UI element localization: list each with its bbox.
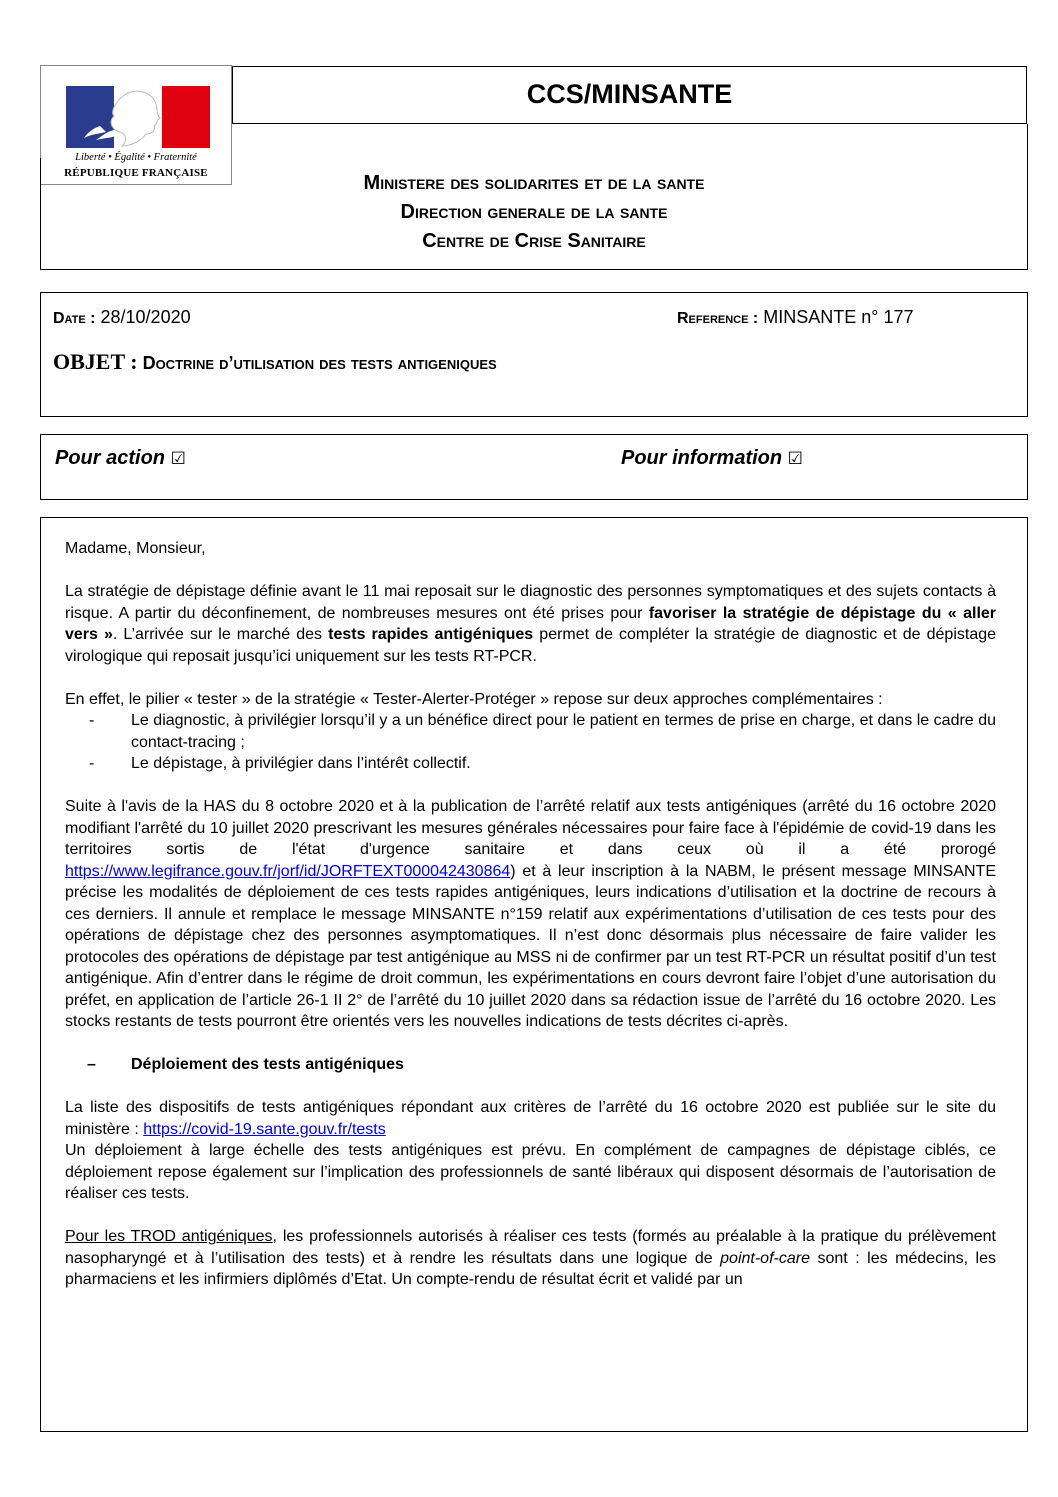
title-box	[232, 66, 1027, 124]
objet-label: OBJET :	[53, 349, 138, 374]
list-item	[65, 710, 996, 753]
list-item-text: Le dépistage, à privilégier dans l’intérêt collectif.	[131, 755, 471, 772]
section-heading-text: Déploiement des tests antigéniques	[131, 1056, 404, 1073]
pour-action-label: Pour action	[55, 447, 166, 469]
checkbox-checked-icon: ☑	[170, 449, 186, 468]
ministry-tests-link[interactable]: https://covid-19.sante.gouv.fr/tests	[143, 1120, 386, 1138]
pour-information	[621, 447, 803, 470]
ministry-box	[40, 158, 1028, 270]
paragraph-text: Suite à l'avis de la HAS du 8 octobre 2020 et à la publication de l’arrêté relatif aux tests antigéniques (arrêté du 16 octobre 2020 modifiant l'arrêté du 10 juillet 2020 prescrivant les mesures générales nécessaires pour faire face à l'épidémie de covid-19 dans les territoires sortis de l'état d'urgence sanitaire et dans ceux où il a été prorogé	[65, 798, 996, 858]
bullet-dash: -	[89, 712, 95, 729]
date-field	[53, 307, 191, 328]
divider	[1027, 124, 1028, 159]
bullet-dash: -	[89, 755, 95, 772]
greeting: Madame, Monsieur,	[65, 540, 206, 557]
paragraph-trod	[65, 1226, 996, 1291]
legifrance-link[interactable]: https://www.legifrance.gouv.fr/jorf/id/JORFTEXT000042430864	[65, 862, 511, 880]
paragraph-device-list	[65, 1097, 996, 1140]
section-heading-deployment	[65, 1054, 996, 1076]
logo-motto: Liberté • Égalité • Fraternité	[75, 152, 197, 163]
objet-text: Doctrine d’utilisation des tests antigeniques	[137, 353, 497, 373]
paragraph-strategy	[65, 581, 996, 667]
paragraph-text: . L’arrivée sur le marché des	[112, 626, 329, 643]
paragraph-text: , les professionnels autorisés à réaliser ces tests (formés au préalable à la pratique du prélèvement nasopharyngé et à l’utilisation des tests) et à rendre les résultats dans une logique de	[65, 1228, 996, 1267]
message-body	[65, 538, 996, 1312]
paragraph-has-opinion	[65, 796, 996, 1033]
paragraph-text: La stratégie de dépistage définie avant le 11 mai reposait sur le diagnostic des personnes symptomatiques et des sujets contacts à risque. A partir du déconfinement, de nombreuses mesures ont été prises pour	[65, 583, 996, 622]
crisis-center-name: Centre de Crise Sanitaire	[422, 230, 646, 252]
ministry-name: Ministere des solidarites et de la sante	[363, 172, 705, 194]
paragraph-text: permet de compléter la stratégie de diagnostic et de dépistage virologique qui reposait jusqu’ici uniquement sur les tests RT-PCR.	[65, 626, 997, 665]
section-dash: –	[87, 1056, 96, 1073]
underlined-text: Pour les TROD antigéniques	[65, 1228, 273, 1245]
checkbox-checked-icon: ☑	[787, 449, 803, 468]
emphasis-text: tests rapides antigéniques	[328, 626, 534, 643]
action-box	[40, 434, 1028, 500]
paragraph-text: La liste des dispositifs de tests antigéniques répondant aux critères de l’arrêté du 16 octobre 2020 est publiée sur le site du ministère :	[65, 1099, 996, 1138]
logo-republique-francaise: RÉPUBLIQUE FRANÇAISE	[64, 167, 208, 179]
list-item-text: Le diagnostic, à privilégier lorsqu’il y a un bénéfice direct pour le patient en termes de prise en charge, et dans le cadre du contact-tracing ;	[131, 712, 996, 751]
objet-field	[53, 349, 497, 375]
paragraph-large-scale: Un déploiement à large échelle des tests antigéniques est prévu. En complément de campagnes de dépistage ciblés, ce déploiement repose également sur l’implication des professionnels de santé libéraux qui disposent désormais de l’autorisation de réaliser ces tests.	[65, 1142, 996, 1202]
document-meta-box	[40, 292, 1028, 417]
paragraph-text: ) et à leur inscription à la NABM, le présent message MINSANTE précise les modalités de déploiement de ces tests rapides antigéniques, leurs indications d’utilisation et la doctrine de recours à ces derniers. Il annule et remplace le message MINSANTE n°159 relatif aux expérimentations d’utilisation de ces tests pour des opérations de dépistage chez des personnes asymptomatiques. Il n’est donc désormais plus nécessaire de faire valider les protocoles des opérations de dépistage par test antigénique au MSS ni de confirmer par un test RT-PCR un résultat positif d’un test antigénique. Afin d’entrer dans le régime de droit commun, les expérimentations en cours devront faire l’objet d’une autorisation du préfet, en application de l’article 26-1 II 2° de l’arrêté du 10 juillet 2020 dans sa rédaction issue de l’arrêté du 16 octobre 2020. Les stocks restants de tests pourront être orientés vers les nouvelles indications de tests décrites ci-après.	[65, 862, 996, 1030]
reference-value: MINSANTE n° 177	[758, 307, 914, 327]
pour-action	[55, 447, 186, 470]
pillar-approaches-list	[65, 710, 996, 775]
document-title: CCS/MINSANTE	[526, 79, 733, 109]
list-item	[65, 753, 996, 775]
italic-text: point-of-care	[720, 1249, 810, 1267]
emphasis-text: favoriser la stratégie de dépistage du « aller vers »	[65, 604, 997, 643]
direction-name: Direction generale de la sante	[400, 201, 668, 223]
reference-label: Reference :	[677, 310, 759, 327]
message-body-box	[40, 517, 1028, 1432]
paragraph-pillar-intro: En effet, le pilier « tester » de la stratégie « Tester-Alerter-Protéger » repose sur deux approches complémentaires :	[65, 690, 883, 708]
date-value: 28/10/2020	[95, 307, 191, 327]
marianne-flag-emblem	[66, 86, 210, 148]
marianne-profile-icon	[66, 86, 210, 148]
paragraph-text: sont : les médecins, les pharmaciens et les infirmiers diplômés d’Etat. Un compte-rendu de résultat écrit et validé par un	[65, 1249, 997, 1288]
reference-field	[677, 307, 913, 328]
pour-information-label: Pour information	[621, 447, 783, 469]
date-label: Date :	[53, 310, 96, 327]
